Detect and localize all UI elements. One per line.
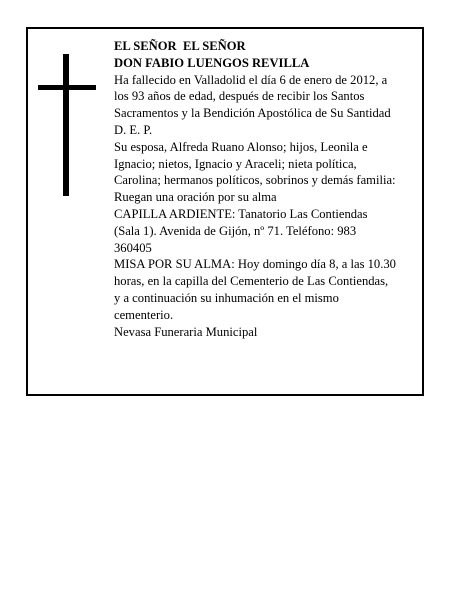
- body-line: D. E. P.: [114, 122, 153, 137]
- cross-horizontal-bar: [38, 85, 96, 90]
- body-line: Carolina; hermanos políticos, sobrinos y demás familia:: [114, 173, 396, 188]
- body-line: horas, en la capilla del Cementerio de Las Contiendas,: [114, 274, 389, 289]
- body-line: y a continuación su inhumación en el mismo: [114, 290, 339, 305]
- body-line: Ha fallecido en Valladolid el día 6 de enero de 2012, a: [114, 72, 388, 87]
- cross-icon: [38, 54, 98, 196]
- body-line: Sacramentos y la Bendición Apostólica de Su Santidad: [114, 106, 391, 121]
- obituary-text: [114, 38, 424, 340]
- body-line: MISA POR SU ALMA: Hoy domingo día 8, a las 10.30: [114, 257, 396, 272]
- body-line: Ignacio; nietos, Ignacio y Araceli; nieta política,: [114, 156, 357, 171]
- body-line: CAPILLA ARDIENTE: Tanatorio Las Contiendas: [114, 206, 368, 221]
- cross-vertical-bar: [63, 54, 69, 196]
- body-line: cementerio.: [114, 307, 174, 322]
- body-line: 360405: [114, 240, 152, 255]
- funeral-home-name: Nevasa Funeraria Municipal: [114, 324, 258, 339]
- body-line: Ruegan una oración por su alma: [114, 190, 277, 205]
- body-line: los 93 años de edad, después de recibir los Santos: [114, 89, 365, 104]
- body-line: (Sala 1). Avenida de Gijón, nº 71. Teléfono: 983: [114, 223, 357, 238]
- deceased-name: DON FABIO LUENGOS REVILLA: [114, 55, 310, 70]
- obituary-title-line-1: EL SEÑOR EL SEÑOR: [114, 39, 246, 53]
- body-line: Su esposa, Alfreda Ruano Alonso; hijos, Leonila e: [114, 139, 368, 154]
